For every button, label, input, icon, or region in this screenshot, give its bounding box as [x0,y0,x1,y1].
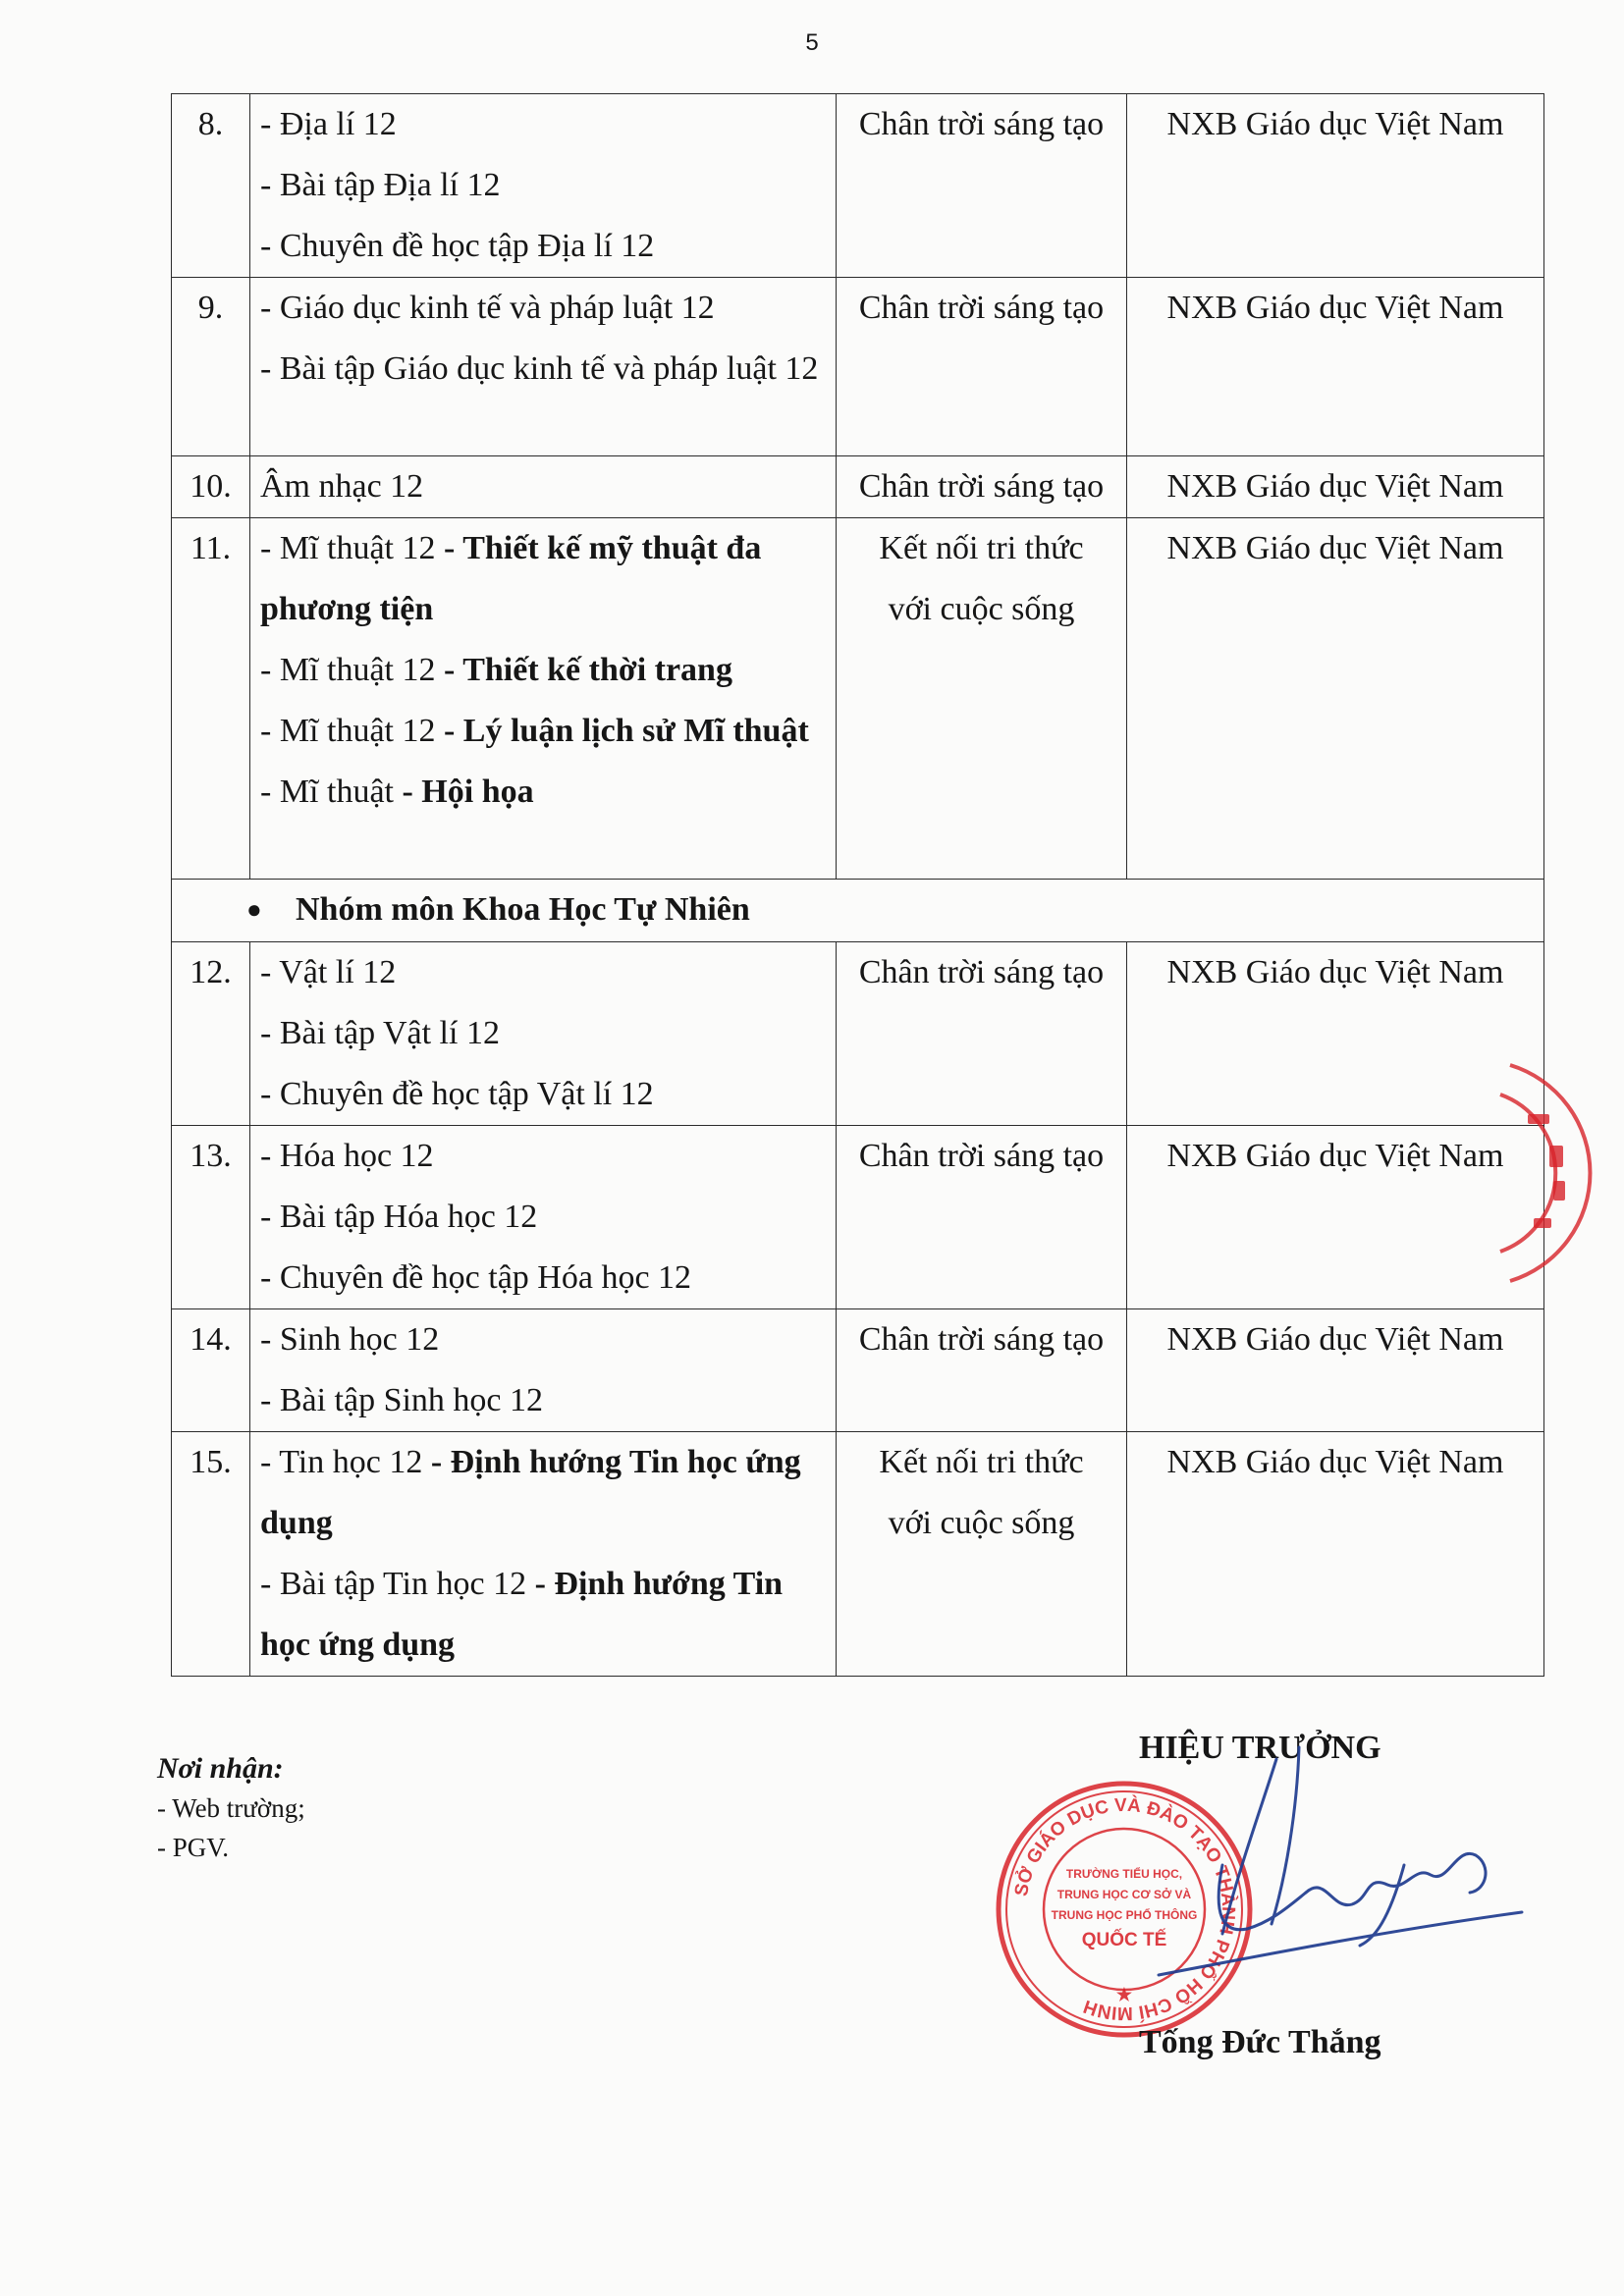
book-series-cell [837,1309,1127,1432]
book-title-line [260,1370,826,1431]
table-group-row [172,880,1544,942]
signer-name: Tống Đức Thắng [1139,2024,1381,2060]
book-title-line [260,701,826,762]
book-series: Kết nối tri thức [879,1444,1084,1480]
table-row [172,1432,1544,1677]
book-title-text: - Mĩ thuật 12 [260,713,444,749]
publisher: NXB Giáo dục Việt Nam [1127,1432,1544,1677]
book-title-line [260,1126,826,1187]
row-number: 12. [172,942,250,1126]
book-title-cell [250,518,837,880]
book-title-line [260,518,826,640]
book-title-text: - Bài tập Vật lí 12 [260,1015,500,1051]
publisher: NXB Giáo dục Việt Nam [1127,456,1544,518]
table-body [172,94,1544,1677]
seal-ring-text: SỞ GIÁO DỤC VÀ ĐÀO TẠO THÀNH PHỐ HỒ CHÍ MINH [1010,1794,1239,2024]
book-series: với cuộc sống [888,1505,1075,1541]
table-row [172,1126,1544,1309]
seal-center-line: TRUNG HỌC CƠ SỞ VÀ [1056,1888,1192,1901]
table-row [172,1309,1544,1432]
book-title-text: - Tin học 12 [260,1444,431,1480]
book-title-text: - Bài tập Giáo dục kinh tế và pháp luật 12 [260,350,819,387]
book-title-emphasis: - Thiết kế mỹ thuật đa phương tiện [260,530,762,627]
book-title-text: - Bài tập Sinh học 12 [260,1382,544,1418]
table-row [172,942,1544,1126]
svg-text:★: ★ [1115,1985,1133,2004]
book-series: Chân trời sáng tạo [858,1138,1105,1174]
book-title-line [260,1554,826,1676]
row-number: 13. [172,1126,250,1309]
book-title-text: - Mĩ thuật 12 [260,652,444,688]
book-series-cell [837,94,1127,278]
book-title-line [260,216,826,277]
group-heading-cell [172,880,1544,942]
row-number: 15. [172,1432,250,1677]
publisher: NXB Giáo dục Việt Nam [1127,1309,1544,1432]
book-title-text: - Sinh học 12 [260,1321,440,1358]
textbook-table [171,93,1544,1677]
bullet-icon: ● [246,895,262,924]
publisher: NXB Giáo dục Việt Nam [1127,94,1544,278]
book-series-cell [837,1126,1127,1309]
book-title-line [260,1064,826,1125]
publisher: NXB Giáo dục Việt Nam [1127,942,1544,1126]
book-title-line [260,155,826,216]
handwritten-signature [1075,1718,1537,2012]
book-series-cell [837,278,1127,456]
book-title-text: - Vật lí 12 [260,954,397,990]
recipient-item: - Web trường; [157,1793,305,1823]
book-title-cell [250,942,837,1126]
book-title-line [260,942,826,1003]
book-title-text: - Giáo dục kinh tế và pháp luật 12 [260,290,715,326]
book-series: với cuộc sống [888,591,1075,627]
book-title-cell [250,1309,837,1432]
row-number: 14. [172,1309,250,1432]
publisher: NXB Giáo dục Việt Nam [1127,278,1544,456]
book-title-text: - Địa lí 12 [260,106,397,142]
recipients-heading: Nơi nhận: [157,1752,284,1785]
book-title-text: - Bài tập Hóa học 12 [260,1199,538,1235]
book-title-emphasis: - Hội họa [402,774,534,810]
book-title-text: - Bài tập Địa lí 12 [260,167,501,203]
group-heading: Nhóm môn Khoa Học Tự Nhiên [296,891,750,928]
book-title-line [260,640,826,701]
book-title-emphasis: - Định hướng Tin học ứng dụng [260,1566,784,1663]
book-series-cell [837,942,1127,1126]
book-title-line [260,1187,826,1248]
book-title-cell [250,278,837,456]
page-seal-fragment [1490,1055,1600,1291]
book-title-line [260,94,826,155]
book-title-emphasis: - Định hướng Tin học ứng dụng [260,1444,801,1541]
row-number: 8. [172,94,250,278]
book-series: Chân trời sáng tạo [858,468,1105,505]
book-title-text: - Hóa học 12 [260,1138,434,1174]
book-title-emphasis: - Thiết kế thời trang [443,652,732,688]
book-title-text: - Chuyên đề học tập Địa lí 12 [260,228,655,264]
book-title-text: - Bài tập Tin học 12 [260,1566,535,1602]
book-title-text: - Chuyên đề học tập Vật lí 12 [260,1076,654,1112]
book-title-text: - Chuyên đề học tập Hóa học 12 [260,1259,692,1296]
table-row [172,278,1544,456]
signature-title: HIỆU TRƯỞNG [1139,1730,1381,1766]
book-title-line [260,1309,826,1370]
book-series: Chân trời sáng tạo [858,106,1105,142]
table-row [172,456,1544,518]
row-number: 10. [172,456,250,518]
seal-center-line: QUỐC TẾ [1081,1930,1167,1950]
book-series-cell [837,1432,1127,1677]
book-title-text: - Mĩ thuật 12 [260,530,444,566]
row-number: 9. [172,278,250,456]
book-title-emphasis: - Lý luận lịch sử Mĩ thuật [443,713,809,749]
book-series: Chân trời sáng tạo [858,954,1105,990]
book-title-cell [250,1126,837,1309]
row-number: 11. [172,518,250,880]
book-title-text: Âm nhạc 12 [260,468,424,505]
book-title-line [260,278,826,339]
book-title-text: - Mĩ thuật [260,774,403,810]
book-series-cell [837,456,1127,518]
book-title-line [260,1248,826,1308]
book-title-line [260,1003,826,1064]
book-series: Chân trời sáng tạo [858,290,1105,326]
table-row [172,518,1544,880]
seal-center-line: TRUNG HỌC PHỔ THÔNG [1051,1908,1198,1922]
publisher: NXB Giáo dục Việt Nam [1127,1126,1544,1309]
book-title-line [260,1432,826,1554]
book-title-line [260,456,826,517]
book-title-cell [250,456,837,518]
book-title-line [260,762,826,823]
book-title-cell [250,94,837,278]
recipient-item: - PGV. [157,1833,230,1862]
book-title-line [260,339,826,400]
recipients-block [157,1749,305,1867]
book-series-cell [837,518,1127,880]
page-number: 5 [805,29,819,56]
book-series: Kết nối tri thức [879,530,1084,566]
book-series: Chân trời sáng tạo [858,1321,1105,1358]
seal-center-line: TRƯỜNG TIỂU HỌC, [1065,1867,1183,1881]
table-row [172,94,1544,278]
book-title-cell [250,1432,837,1677]
publisher: NXB Giáo dục Việt Nam [1127,518,1544,880]
